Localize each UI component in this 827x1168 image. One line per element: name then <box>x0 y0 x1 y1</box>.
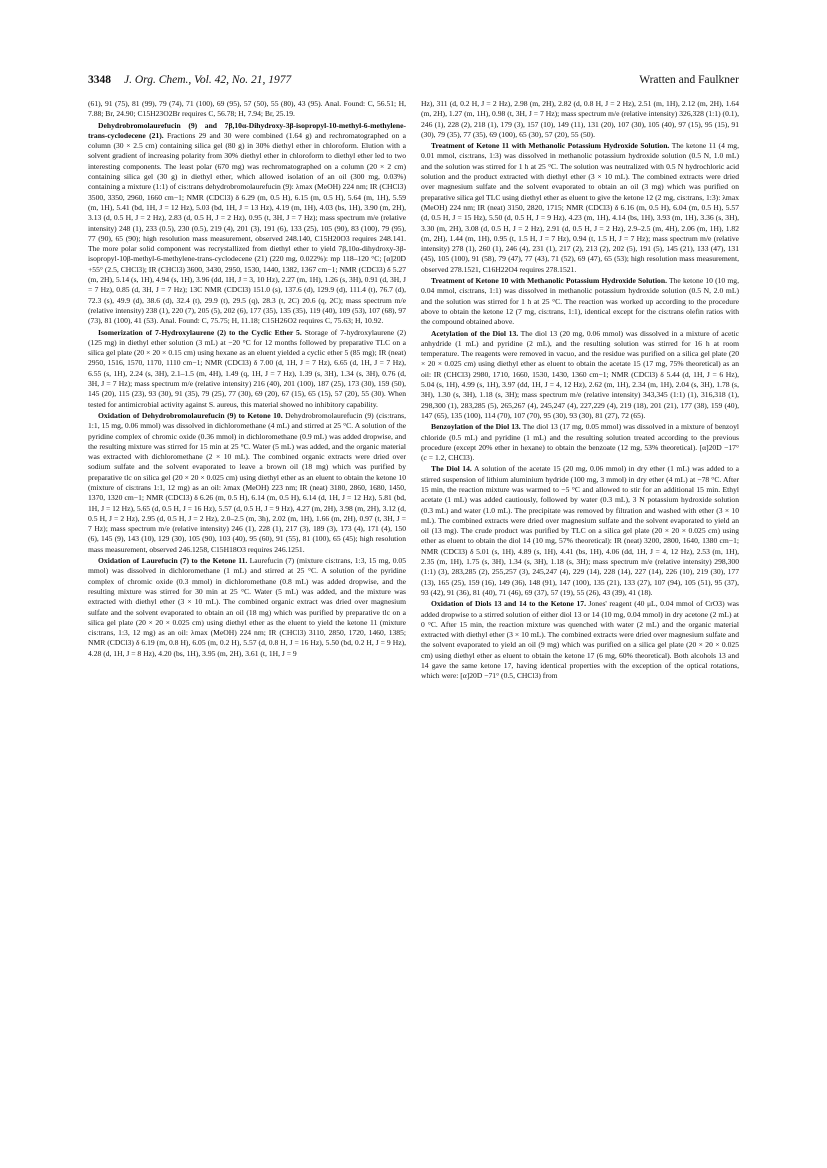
paragraph-text: Fractions 29 and 30 were combined (1.64 g) and rechromatographed on a column (30 × 2.5 cm) containing silica gel (80 g) in 30% diethyl ether in chloroform. Elution with a solvent gradient of increasing polarity from 30% diethyl ether in chloroform to diethyl ether led to two interesting components. The least polar (670 mg) was rechromatographed on a column (20 × 2 cm) containing silica gel (30 g) in diethyl ether, which allowed isolation of an oil (300 mg, 0.03%) containing a mixture (1:1) of cis:trans dehydrobromolaurefucin (9): λmax (MeOH) 224 nm; IR (CHCl3) 3500, 3350, 2960, 1660 cm−1; NMR (CDCl3) δ 6.29 (m, 0.5 H), 6.15 (m, 0.5 H), 5.64 (m, 1H), 5.59 (m, 1H), 5.41 (bd, 1H, J = 12 Hz), 5.03 (bd, 1H, J = 13 Hz), 4.19 (m, 1H), 4.03 (bs, 1H), 3.90 (m, 2H), 3.13 (d, 0.5 H, J = 2 Hz), 2.83 (d, 0.5 H, J = 2 Hz), 0.95 (t, 3H, J = 7 Hz); mass spectrum m/e (relative intensity) 248 (1), 233 (0.5), 230 (0.5), 219 (4), 201 (3), 191 (6), 133 (25), 105 (90), 83 (100), 79 (95), 77 (90), 65 (90); high resolution mass measurement, observed 248.140, C15H20O3 requires 248.141. The more polar solid component was recrystallized from diethyl ether to yield 7β,10α-dihydroxy-3β-isopropyl-10β-methyl-6-methylene-trans-cyclodecene (21) (220 mg, 0.022%): mp 118–120 °C; [α]20D +55° (2.5, CHCl3); IR (CHCl3) 3600, 3430, 2950, 1530, 1440, 1382, 1367 cm−1; NMR (CDCl3) δ 5.27 (m, 2H), 5.14 (s, 1H), 4.94 (s, 1H), 3.96 (dd, 1H, J = 3, 10 Hz), 2.27 (m, 1H), 1.26 (s, 3H), 0.91 (d, 3H, J = 7 Hz), 0.85 (d, 3H, J = 7 Hz); 13C NMR (CDCl3) 151.0 (s), 137.6 (d), 129.9 (d), 111.4 (t), 76.7 (d), 72.3 (s), 49.9 (d), 38.6 (d), 32.4 (t), 29.9 (t), 29.5 (q), 28.3 (t, 2C) 20.6 (q, 2C); mass spectrum m/e (relative intensity) 238 (1), 220 (7), 205 (5), 202 (6), 177 (35), 135 (35), 119 (40), 109 (53), 107 (68), 97 (73), 81 (100), 41 (53). Anal. Found: C, 75.75; H, 11.18; C15H26O2 requires C, 75.63; H, 10.92. <box>88 130 406 326</box>
paragraph-heading: Oxidation of Laurefucin (7) to the Ketone 11. <box>98 556 248 566</box>
paragraph-heading: Oxidation of Diols 13 and 14 to the Ketone 17. <box>431 599 586 609</box>
left-column <box>88 99 406 659</box>
paragraph-text: The diol 13 (20 mg, 0.06 mmol) was dissolved in a mixture of acetic anhydride (1 mL) and pyridine (2 mL), and the resulting solution was stirred for 16 h at room temperature. The reagents were removed in vacuo, and the residue was purified on a silica gel plate (20 × 20 × 0.025 cm) using diethyl ether as eluent to obtain the acetate 15 (17 mg, 75% theoretical) as an oil: IR (CHCl3) 2980, 1710, 1660, 1530, 1430, 1360 cm−1; NMR (CDCl3) δ 5.44 (d, 1H, J = 6 Hz), 5.04 (s, 1H), 4.99 (s, 1H), 3.97 (dd, 1H, J = 4, 12 Hz), 2.62 (m, 1H), 2.34 (m, 1H), 2.04 (s, 3H), 1.78 (s, 3H), 1.30 (s, 3H), 1.18 (s, 3H); mass spectrum m/e (relative intensity) 343,345 (1:1) (1), 316,318 (1), 298,300 (1), 283,285 (5), 265,267 (4), 245,247 (4), 227,229 (4), 219 (18), 201 (21), 177 (38), 159 (40), 147 (65), 135 (100), 114 (70), 107 (70), 95 (30), 93 (30), 81 (27), 72 (65). <box>421 328 739 420</box>
paragraph-text: Hz), 311 (d, 0.2 H, J = 2 Hz), 2.98 (m, 2H), 2.82 (d, 0.8 H, J = 2 Hz), 2.51 (m, 1H), 2.12 (m, 2H), 1.64 (m, 2H), 1.27 (m, 1H), 0.98 (t, 3H, J = 7 Hz); mass spectrum m/e (relative intensity) 326,328 (1:1) (0.1), 246 (1), 228 (2), 218 (1), 179 (3), 157 (10), 149 (11), 131 (20), 107 (30), 105 (40), 97 (15), 95 (15), 91 (30), 79 (35), 77 (35), 69 (100), 65 (30), 57 (20), 55 (50). <box>421 99 739 139</box>
page-header <box>88 74 739 92</box>
paragraph-heading: Treatment of Ketone 10 with Methanolic Potassium Hydroxide Solution. <box>431 276 667 286</box>
right-column <box>421 99 739 682</box>
experimental-paragraph <box>421 329 739 422</box>
paragraph-text: Laurefucin (7) (mixture cis:trans, 1:3, 15 mg, 0.05 mmol) was dissolved in dichloromethane (1 mL) and stirred at 25 °C. A solution of the pyridine complex of chromic oxide (0.3 mmol) in dichloromethane (0.8 mL) was added dropwise, and the resulting mixture was stirred for 30 min at 25 °C. Water (5 mL) was added, and the mixture was extracted with diethyl ether (3 × 10 mL). The combined organic extract was dried over magnesium sulfate and the solvent evaporated to obtain an oil (18 mg) which was purified by preparative tlc on a silica gel plate (20 × 20 × 0.025 cm) using diethyl ether as the eluent to yield the ketone 11 (mixture cis:trans, 1:3, 12 mg) as an oil: λmax (MeOH) 224 nm; IR (CHCl3) 3110, 2850, 1720, 1460, 1385; NMR (CDCl3) δ 6.19 (m, 0.8 H), 6.05 (m, 0.2 H), 5.57 (d, 0.8 H, J = 16 Hz), 5.50 (bd, 0.2 H, J = 9 Hz), 4.28 (d, 1H, J = 8 Hz), 4.20 (bs, 1H), 3.95 (m, 2H), 3.61 (t, 1H, J = 9 <box>88 556 406 658</box>
paragraph-heading: The Diol 14. <box>431 464 472 474</box>
paragraph-continued <box>421 99 739 140</box>
paragraph-text: The ketone 11 (4 mg, 0.01 mmol, cis:trans, 1:3) was dissolved in methanolic potassium hydroxide solution (0.5 N, 1.0 mL) and the solution was stirred for 1 h at 25 °C. The solution was neutralized with 0.5 N hydrochloric acid solution and the product extracted with diethyl ether (3 × 10 mL). The combined extracts were dried over magnesium sulfate and the solvent evaporated to obtain an oil (3 mg) which was purified on preparative silica gel TLC using diethyl ether as eluent to give the ketone 12 (2 mg, cis:trans, 1:3): λmax (MeOH) 224 nm; IR (neat) 3150, 2820, 1715; NMR (CDCl3) δ 6.16 (m, 0.5 H), 6.04 (m, 0.5 H), 5.57 (d, 0.5 H, J = 15 Hz), 5.50 (d, 0.5 H, J = 9 Hz), 4.23 (m, 1H), 4.14 (bs, 1H), 3.93 (m, 1H), 3.36 (s, 3H), 3.30 (m, 2H), 3.08 (d, 0.5 H, J = 2 Hz), 2.91 (d, 0.5 H, J = 2 Hz), 2.9–2.5 (m, 4H), 2.06 (m, 1H), 1.82 (m, 2H), 1.44 (m, 1H), 0.95 (t, 1.5 H, J = 7 Hz), 0.94 (t, 1.5 H, J = 7 Hz); mass spectrum m/e (relative intensity) 278 (1), 260 (1), 246 (4), 231 (1), 217 (2), 213 (2), 202 (5), 191 (5), 145 (21), 133 (47), 131 (45), 105 (100), 91 (58), 79 (47), 77 (43), 71 (52), 69 (47), 65 (53); high resolution mass measurement, observed 278.1521, C16H22O4 requires 278.1521. <box>421 141 739 274</box>
experimental-paragraph <box>421 599 739 681</box>
paragraph-text: Jones' reagent (40 μL, 0.04 mmol of CrO3) was added dropwise to a stirred solution of either diol 13 or 14 (10 mg, 0.04 mmol) in dry acetone (2 mL) at 0 °C. After 15 min, the reaction mixture was quenched with water (2 mL) and the organic material extracted with diethyl ether (3 × 10 mL). The combined extracts were dried over magnesium sulfate and the solvent evaporated to yield an oil (9 mg) which was purified on a silica gel plate (20 × 20 × 0.025 cm) using diethyl ether as eluent to obtain the ketone 17 (6 mg, 60% theoretical). Both alcohols 13 and 14 gave the same ketone 17, having identical properties with the exception of the optical rotations, which were: [α]20D −71° (0.5, CHCl3) from <box>421 599 739 681</box>
paragraph-heading: Oxidation of Dehydrobromolaurefucin (9) to Ketone 10. <box>98 410 283 420</box>
paragraph-text: Dehydrobromolaurefucin (9) (cis:trans, 1:1, 15 mg, 0.06 mmol) was dissolved in dichloromethane (4 mL) and stirred at 25 °C. A solution of the pyridine complex of chromic oxide (0.36 mmol) in dichloromethane (0.9 mL) was added dropwise, and the resulting mixture was stirred for 15 min at 25 °C. Water (5 mL) was added, and the organic material was extracted with dichloromethane (2 × 10 mL). The combined organic extracts were dried over sodium sulfate and the solvent evaporated to leave a brown oil (18 mg) which was purified by preparative tlc on silica gel (20 × 20 × 0.025 cm) using diethyl ether as an eluent to obtain the ketone 10 (mixture of cis:trans 1:1, 12 mg) as an oil: λmax (MeOH) 223 nm; IR (neat) 3180, 2860, 1680, 1450, 1370, 1320 cm−1; NMR (CDCl3) δ 6.26 (m, 0.5 H), 6.14 (m, 0.5 H), 6.14 (d, 1H, J = 12 Hz), 5.81 (bd, 1H, J = 12 Hz), 5.65 (d, 0.5 H, J = 16 Hz), 5.57 (d, 0.5 H, J = 9 Hz), 4.27 (m, 2H), 3.98 (m, 2H), 3.12 (d, 0.5 H, J = 2 Hz), 2.95 (d, 0.5 H, J = 2 Hz), 2.0–2.5 (m, 3h), 2.02 (m, 1H), 1.66 (m, 2H), 0.97 (t, 3H, J = 7 Hz); mass spectrum m/e (relative intensity) 246 (1), 228 (1), 217 (3), 189 (3), 173 (4), 171 (4), 150 (6), 145 (9), 143 (10), 129 (30), 105 (90), 103 (40), 95 (60), 91 (55), 81 (100), 65 (45); high resolution mass measurement, observed 246.1258, C15H18O3 requires 246.1251. <box>88 410 406 554</box>
paragraph-heading: Isomerization of 7-Hydroxylaurene (2) to the Cyclic Ether 5. <box>98 327 302 337</box>
paragraph-text: Storage of 7-hydroxylaurene (2) (125 mg) in diethyl ether solution (3 mL) at −20 °C for 12 months followed by preparative TLC on a silica gel plate (20 × 20 × 0.15 cm) using hexane as an eluent yielded a cyclic ether 5 (85 mg); IR (neat) 2950, 1516, 1570, 1170, 1110 cm−1; NMR (CDCl3) δ 7.00 (d, 1H, J = 7 Hz), 6.65 (d, 1H, J = 7 Hz), 6.55 (s, 1H), 2.24 (s, 3H), 2.1–1.5 (m, 4H), 1.49 (q, 1H, J = 7 Hz), 1.39 (s, 3H), 1.34 (s, 3H), 0.76 (d, 3H, J = 7 Hz); mass spectrum m/e (relative intensity) 216 (40), 201 (100), 187 (25), 173 (30), 159 (50), 145 (20), 115 (23), 93 (30), 91 (35), 79 (25), 77 (30), 69 (20), 67 (15), 65 (15), 57 (20), 55 (30). When tested for antimicrobial activity against S. aureus, this material showed no inhibitory capability. <box>88 327 407 409</box>
paragraph-text: The ketone 10 (10 mg, 0.04 mmol, cis:trans, 1:1) was dissolved in methanolic potassium hydroxide solution (0.5 N, 2.0 mL) and the solution was stirred for 1 h at 25 °C. The reaction was worked up according to the procedure above to obtain the ketone 12 (7 mg, cis:trans, 1:1), identical except for the cis:trans olefin ratios with the compound obtained above. <box>421 276 739 327</box>
experimental-paragraph <box>421 141 739 275</box>
experimental-paragraph <box>88 556 406 659</box>
experimental-paragraph <box>88 121 406 327</box>
experimental-paragraph <box>88 328 406 410</box>
paragraph-text: The diol 13 (17 mg, 0.05 mmol) was dissolved in a mixture of benzoyl chloride (0.5 mL) and pyridine (1 mL) and the resulting solution treated according to the previous procedure (except 20% ether in hexane) to obtain the benzoate (12 mg, 53% theoretical). [α]20D −17° (c = 1.2, CHCl3). <box>421 422 739 463</box>
page-number: 3348 <box>88 74 111 86</box>
paragraph-heading: Benzoylation of the Diol 13. <box>431 422 521 432</box>
experimental-paragraph <box>88 411 406 555</box>
paragraph-heading: Treatment of Ketone 11 with Methanolic Potassium Hydroxide Solution. <box>431 141 670 151</box>
paragraph-text: A solution of the acetate 15 (20 mg, 0.06 mmol) in dry ether (1 mL) was added to a stirred suspension of lithium aluminium hydride (100 mg, 3 mmol) in dry ether (4 mL) at −78 °C. After 15 min, the reaction mixture was warmed to −5 °C and allowed to stir for an additional 15 min. Ethyl acetate (1 mL) was added cautiously, followed by water (0.3 mL), 3 N potassium hydroxide solution (0.3 mL) and water (1.0 mL). The precipitate was removed by filtration and washed with ether (3 × 10 mL). The combined extracts were dried over magnesium sulfate and the solvent evaporated to yield an oil (13 mg). The crude product was purified by TLC on a silica gel plate (20 × 20 × 0.025 cm) using ether as eluent to obtain the diol 14 (10 mg, 57% theoretical): IR (neat) 3200, 2800, 1640, 1380 cm−1; NMR (CDCl3) δ 5.01 (s, 1H), 4.89 (s, 1H), 4.41 (bs, 1H), 4.06 (dd, 1H, J = 4, 12 Hz), 2.53 (m, 1H), 2.35 (m, 1H), 1.75 (s, 3H), 1.34 (s, 3H), 1.18 (s, 3H); mass spectrum m/e (relative intensity) 298,300 (1:1) (3), 283,285 (2), 255,257 (3), 245,247 (4), 229 (14), 228 (14), 227 (14), 226 (10), 219 (30), 177 (13), 165 (25), 159 (16), 149 (36), 148 (91), 147 (100), 135 (21), 133 (27), 107 (94), 105 (51), 95 (37), 93 (42), 91 (36), 81 (40), 71 (46), 69 (37), 57 (19), 55 (26), 43 (39), 41 (18). <box>421 464 740 597</box>
experimental-paragraph <box>421 276 739 327</box>
journal-citation: J. Org. Chem., Vol. 42, No. 21, 1977 <box>124 74 292 86</box>
paragraph-heading: Acetylation of the Diol 13. <box>431 328 519 338</box>
paragraph-heading: Dehydrobromolaurefucin (9) and 7β,10α-Dihydroxy-3β-isopropyl-10-methyl-6-methylene-trans-cyclodecene (21). <box>88 120 406 140</box>
experimental-paragraph <box>421 464 739 598</box>
paragraph-text: (61), 91 (75), 81 (99), 79 (74), 71 (100), 69 (95), 57 (50), 55 (80), 43 (95). Anal. Found: C, 56.51; H, 7.88; Br, 24.90; C15H23O2Br requires C, 56.78; H, 7.94; Br, 25.19. <box>88 99 406 119</box>
paragraph-continued <box>88 99 406 120</box>
experimental-paragraph <box>421 422 739 463</box>
running-authors: Wratten and Faulkner <box>639 74 739 86</box>
